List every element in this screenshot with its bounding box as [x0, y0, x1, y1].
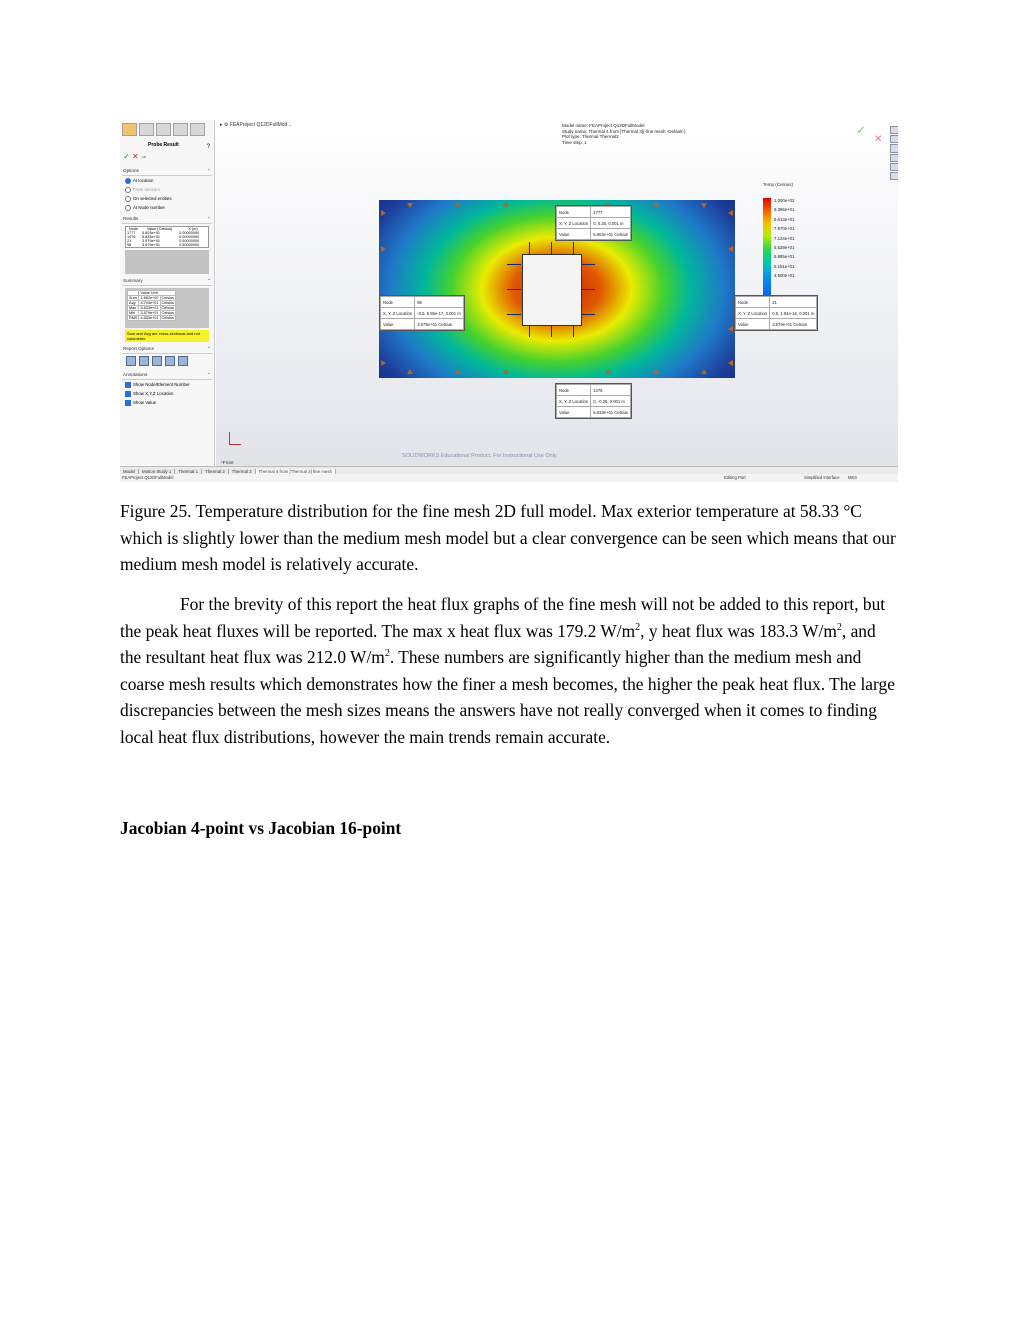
boundary-arrow: [728, 360, 733, 366]
table-row[interactable]: 98 3.579e+01 0.50000000: [127, 243, 200, 247]
temperature-color-bar: [763, 198, 771, 296]
collapse-icon[interactable]: ⌃: [207, 278, 211, 283]
checkbox-icon[interactable]: [125, 391, 131, 397]
hash-mark: [529, 242, 530, 254]
boundary-arrow: [605, 369, 611, 374]
tab-model[interactable]: Model: [120, 469, 139, 474]
checkbox-icon[interactable]: [125, 400, 131, 406]
results-table: [125, 226, 209, 248]
checkbox-show-xyz[interactable]: Show X,Y,Z Location: [122, 389, 212, 398]
plate-hole: [522, 254, 582, 326]
boundary-arrow: [503, 203, 509, 208]
checkbox-icon[interactable]: [125, 382, 131, 388]
export-icon[interactable]: [139, 356, 149, 366]
axis-triad-y: [229, 432, 230, 444]
probe-label-right[interactable]: Node 21 X, Y, Z Location 0.5, 1.94e-16, 0.001 m Value 3.579e+01 Celsius: [734, 295, 818, 331]
tab-thermal-3[interactable]: Thermal 3: [229, 469, 256, 474]
radio-icon[interactable]: [125, 205, 131, 211]
boundary-arrow: [728, 210, 733, 216]
table-row: Avg 4.704e+01 Celsius: [129, 301, 174, 305]
annotations-header[interactable]: Annotations ⌃: [122, 371, 212, 380]
probe-label-left[interactable]: Node 98 X, Y, Z Location -0.5, 5.55e-17, 0.001 m Value 3.579e+01 Celsius: [379, 295, 465, 331]
hash-mark: [507, 289, 521, 290]
boundary-arrow: [701, 369, 707, 374]
boundary-arrow: [407, 369, 413, 374]
tab-thermal-2[interactable]: Thermal 2: [202, 469, 229, 474]
plot-icon[interactable]: [152, 356, 162, 366]
tab-motion-study[interactable]: Motion Study 1: [139, 469, 175, 474]
table-header-row: Node Value (Celsius) X (m): [128, 227, 198, 231]
results-empty-area: [125, 250, 209, 274]
collapse-icon[interactable]: ⌃: [207, 372, 211, 377]
task-pane-tabs: [890, 126, 898, 180]
educational-watermark: SOLIDWORKS Educational Product. For Instructional Use Only.: [402, 453, 558, 459]
feature-tree-flyout[interactable]: ▸ ⚙ FEAProject Q12DFullMod...: [220, 122, 292, 128]
option-from-sensors[interactable]: From sensors: [122, 185, 212, 194]
save-report-icon[interactable]: [126, 356, 136, 366]
hash-mark: [581, 264, 595, 265]
summary-section: [122, 277, 212, 342]
boundary-arrow: [455, 369, 461, 374]
status-bar: [120, 474, 898, 482]
results-section: [122, 215, 212, 274]
results-header[interactable]: Results ⌃: [122, 215, 212, 224]
property-manager-tab[interactable]: [139, 123, 154, 136]
hash-mark: [507, 264, 521, 265]
radio-icon[interactable]: [125, 196, 131, 202]
probe-label-top[interactable]: Node 1777 X, Y, Z Location 0, 0.25, 0.001 m Value 5.803e+01 Celsius: [555, 205, 632, 241]
radio-icon[interactable]: [125, 187, 131, 193]
legend-labels: 1.000e+02 9.396e+01 8.613e+01 7.870e+01 7.124e+01 6.529e+01 5.885e+01 5.181e+01 4.500e+01: [774, 198, 795, 279]
panel-title: Probe Result: [148, 142, 179, 148]
solidworks-screenshot: [120, 120, 898, 482]
graphics-viewport[interactable]: [216, 120, 898, 466]
collapse-icon[interactable]: ⌃: [207, 216, 211, 221]
radio-icon[interactable]: [125, 178, 131, 184]
status-filename: FEAProject Q12DFullModel: [122, 475, 174, 480]
hash-mark: [529, 325, 530, 337]
table-row[interactable]: 21 3.579e+01 0.50000000: [127, 239, 200, 243]
boundary-arrow: [381, 210, 386, 216]
task-pane-icon[interactable]: [890, 163, 898, 171]
checkbox-show-node[interactable]: Show Node/Element Number: [122, 380, 212, 389]
boundary-arrow: [653, 369, 659, 374]
status-units[interactable]: MKS: [848, 475, 858, 480]
table-row: Sum 1.882e+02 Celsius: [129, 296, 174, 300]
axis-triad-x: [229, 444, 241, 445]
boundary-arrow: [381, 246, 386, 252]
report-options-header[interactable]: Report Options ⌃: [122, 345, 212, 354]
table-row: Min 3.579e+01 Celsius: [129, 311, 174, 315]
legend-title: Temp (Celsius): [763, 182, 794, 187]
model-info: Model name: FEAProject Q12DFullModel Study name: Thermal 4 from [Thermal 3](-fine mesh -Default-) Plot type: Thermal Thermal2 Time step: 1: [562, 123, 686, 145]
status-interface[interactable]: Simplified Interface: [804, 475, 840, 480]
hash-mark: [573, 325, 574, 337]
dimxpert-tab[interactable]: [173, 123, 188, 136]
boundary-arrow: [381, 360, 386, 366]
image-icon[interactable]: [178, 356, 188, 366]
summary-note: Sum and Avg are cross-sectional and not volumetric.: [125, 330, 209, 342]
hash-mark: [551, 325, 552, 337]
figure-caption: Figure 25. Temperature distribution for the fine mesh 2D full model. Max exterior temperature at 58.33 °C which is slightly lower than the medium mesh model but a clear convergence can be seen which means that our medium mesh model is relatively accurate.: [120, 501, 896, 575]
task-pane-icon[interactable]: [890, 144, 898, 152]
hash-mark: [507, 314, 521, 315]
graph-icon[interactable]: [165, 356, 175, 366]
hash-mark: [581, 314, 595, 315]
hash-mark: [551, 242, 552, 254]
option-at-node-number[interactable]: At Node number: [122, 203, 212, 212]
options-header[interactable]: Options ⌃: [122, 167, 212, 176]
boundary-arrow: [503, 369, 509, 374]
report-option-buttons: [122, 354, 212, 368]
task-pane-icon[interactable]: [890, 126, 898, 134]
view-orientation-label: *Front: [221, 460, 234, 465]
hash-mark: [581, 289, 595, 290]
exit-close-icon[interactable]: ✕: [874, 134, 883, 145]
task-pane-icon[interactable]: [890, 172, 898, 180]
boundary-arrow: [728, 246, 733, 252]
ok-button[interactable]: ✓: [123, 152, 130, 161]
cancel-button[interactable]: ✕: [131, 152, 139, 161]
table-row: RMS 4.833e+01 Celsius: [129, 316, 174, 320]
feature-manager-tab[interactable]: [122, 123, 137, 136]
table-row[interactable]: 1777 5.803e+01 0.00000000: [127, 231, 200, 235]
task-pane-icon[interactable]: [890, 154, 898, 162]
task-pane-icon[interactable]: [890, 135, 898, 143]
checkbox-show-value[interactable]: Show Value: [122, 398, 212, 407]
summary-table: Value Unit Sum 1.882e+02 Celsius Avg 4.704e+01 Celsius Max 5.833e+01 Celsius Min 3.579e+01 Celsius RMS 4.833e+01 Celsius: [125, 288, 209, 328]
report-options-section: [122, 345, 212, 368]
panel-tabs: [120, 120, 214, 136]
option-on-selected[interactable]: On selected entities: [122, 194, 212, 203]
tab-thermal-1[interactable]: Thermal 1: [175, 469, 202, 474]
section-heading: Jacobian 4-point vs Jacobian 16-point: [120, 818, 402, 838]
hash-mark: [573, 242, 574, 254]
tab-thermal-4[interactable]: Thermal 4 from [Thermal 3] fine mesh: [256, 469, 336, 474]
boundary-arrow: [653, 203, 659, 208]
body-paragraph: For the brevity of this report the heat flux graphs of the fine mesh will not be added to this report, but the peak heat fluxes will be reported. The max x heat flux was 179.2 $W/m^2$, y heat flux was 183.3 $W/m^2$, and the resultant heat flux was 212.0 $W/m^2$. These numbers are significantly higher than the medium mesh and coarse mesh results which demonstrates how the finer a mesh becomes, the higher the peak heat flux. The large discrepancies between the mesh sizes means the answers have not really converged when it comes to finding local heat flux distributions, however the main trends remain accurate.: [120, 594, 895, 747]
pin-icon[interactable]: ⊸: [140, 155, 146, 161]
summary-header[interactable]: Summary ⌃: [122, 277, 212, 286]
help-icon[interactable]: ?: [206, 144, 210, 150]
collapse-icon[interactable]: ⌃: [207, 168, 211, 173]
collapse-icon[interactable]: ⌃: [207, 346, 211, 351]
confirm-check-icon[interactable]: ✓: [856, 123, 867, 137]
boundary-arrow: [407, 203, 413, 208]
annotations-section: [122, 371, 212, 407]
options-section: [122, 167, 212, 212]
panel-actions: [120, 150, 214, 164]
table-row[interactable]: 1476 5.833e+01 0.00000000: [127, 235, 200, 239]
configuration-manager-tab[interactable]: [156, 123, 171, 136]
option-at-location[interactable]: At location: [122, 176, 212, 185]
status-editing: Editing Part: [724, 475, 746, 480]
table-row: Max 5.833e+01 Celsius: [129, 306, 174, 310]
boundary-arrow: [701, 203, 707, 208]
display-manager-tab[interactable]: [190, 123, 205, 136]
probe-label-bottom[interactable]: Node 1476 X, Y, Z Location 0, -0.25, 0.001 m Value 5.833e+01 Celsius: [555, 383, 632, 419]
boundary-arrow: [455, 203, 461, 208]
property-manager-panel: [120, 120, 215, 466]
boundary-arrow: [728, 326, 733, 332]
